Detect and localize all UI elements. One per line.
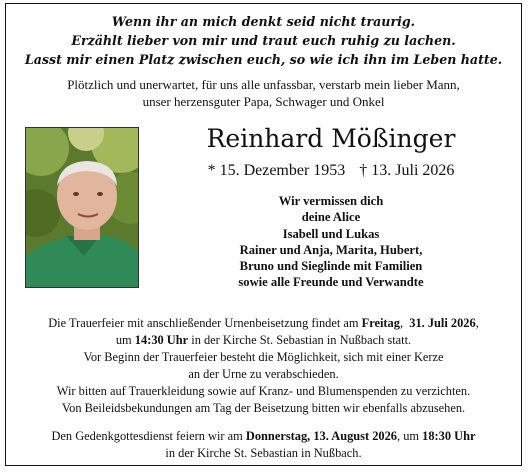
funeral-line xyxy=(6,332,521,349)
mourners-list xyxy=(146,193,516,291)
memorial-service xyxy=(6,428,521,462)
life-dates xyxy=(146,161,516,181)
funeral-line: Von Beileidsbekundungen am Tag der Beisetzung bitten wir ebenfalls abzusehen. xyxy=(61,401,466,415)
birth-date: * 15. Dezember 1953 xyxy=(207,162,346,179)
funeral-text: Die Trauerfeier mit anschließender Urnenbeisetzung findet am xyxy=(48,316,362,330)
memorial-line xyxy=(6,428,521,445)
memorial-text: , um xyxy=(397,429,423,443)
mourners-line: sowie alle Freunde und Verwandte xyxy=(238,275,424,290)
funeral-line: Wir bitten auf Trauerkleidung sowie auf Kranz- und Blumenspenden zu verzichten. xyxy=(56,384,471,398)
announcement xyxy=(6,76,521,110)
funeral-text: in der Kirche St. Sebastian in Nußbach statt. xyxy=(188,333,412,347)
memorial-time: 18:30 Uhr xyxy=(422,429,476,443)
death-date: † 13. Juli 2026 xyxy=(359,162,455,179)
mourners-line: Isabell und Lukas xyxy=(282,226,380,241)
poem-line: Lasst mir einen Platz zwischen euch, so wie ich ihn im Leben hatte. xyxy=(24,52,503,67)
mourners-line: Wir vermissen dich xyxy=(278,194,384,208)
funeral-text: , xyxy=(475,316,479,330)
mourners-line: Bruno und Sieglinde mit Familien xyxy=(239,259,423,274)
mourners-line: deine Alice xyxy=(301,210,361,225)
memorial-date: Donnerstag, 13. August 2026 xyxy=(245,429,398,443)
funeral-date: 31. Juli 2026 xyxy=(409,316,476,330)
mourners-line: Rainer und Anja, Marita, Hubert, xyxy=(239,242,423,257)
funeral-separator: , xyxy=(399,316,410,330)
funeral-details xyxy=(6,315,521,417)
funeral-time: 14:30 Uhr xyxy=(134,333,189,347)
funeral-line: Vor Beginn der Trauerfeier besteht die Möglichkeit, sich mit einer Kerze xyxy=(83,350,444,364)
memorial-line: in der Kirche St. Sebastian in Nußbach. xyxy=(165,446,362,460)
poem-line: Erzählt lieber von mir und traut euch ruhig zu lachen. xyxy=(71,33,456,48)
funeral-day: Freitag xyxy=(361,316,400,330)
funeral-line: an der Urne zu verabschieden. xyxy=(188,367,339,381)
poem-line: Wenn ihr an mich denkt seid nicht traurig. xyxy=(111,14,416,29)
announcement-line: Plötzlich und unerwartet, für uns alle unfassbar, verstarb mein lieber Mann, xyxy=(67,77,460,92)
obituary-card xyxy=(5,3,522,466)
memorial-text: Den Gedenkgottesdienst feiern wir am xyxy=(51,429,246,443)
poem xyxy=(6,12,521,69)
portrait-photo xyxy=(25,127,139,288)
deceased-name: Reinhard Mößinger xyxy=(206,124,456,153)
funeral-text: um xyxy=(115,333,135,347)
announcement-line: unser herzensguter Papa, Schwager und Onkel xyxy=(142,94,385,109)
funeral-line xyxy=(6,315,521,332)
